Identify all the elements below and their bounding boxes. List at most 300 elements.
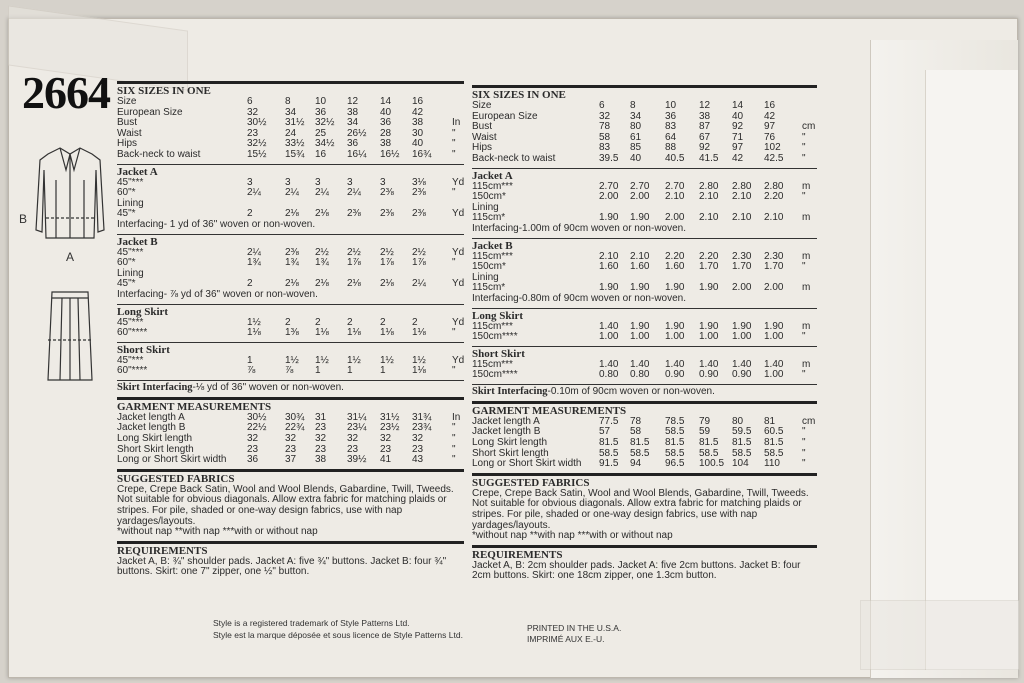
unit-label: m (802, 250, 811, 262)
unit-label: cm (802, 121, 816, 133)
size-value: 36 (347, 138, 359, 150)
size-value: 42 (764, 110, 776, 122)
size-value: 2.00 (732, 282, 752, 294)
size-value: 2⅜ (412, 187, 426, 199)
size-value: 2⅛ (380, 278, 394, 290)
size-value: 2⅜ (380, 208, 394, 220)
unit-label: " (452, 257, 456, 269)
interfacing-note: Interfacing- 1 yd of 36" woven or non-woven. (117, 218, 316, 230)
row-label: Waist (117, 127, 142, 139)
jacket-sketch (36, 148, 104, 238)
unit-label: m (802, 320, 811, 332)
size-value: 30¾ (285, 411, 305, 423)
size-value: 58.5 (665, 447, 685, 459)
size-value: 40 (732, 110, 744, 122)
size-value: 71 (732, 131, 744, 143)
table-row (117, 328, 464, 339)
size-value: 81.5 (764, 437, 784, 449)
unit-label: " (802, 261, 806, 273)
size-value: 1½ (247, 316, 261, 328)
row-label: 45"*** (117, 176, 144, 188)
size-value: 1.90 (630, 320, 650, 332)
size-value: 24 (285, 127, 297, 139)
size-value: 1¾ (247, 257, 261, 269)
fabrics-text: Crepe, Crepe Back Satin, Wool and Wool Blends, Gabardine, Twill, Tweeds. Not suitable for obvious diagonals. Allow extra fabric for matching plaids or stripes. For pile, shaded or one-way design fabrics, use with nap yardages/layouts. (117, 483, 454, 527)
size-value: 2⅜ (347, 208, 361, 220)
size-value: 2½ (380, 246, 394, 258)
section-heading: Jacket B (472, 239, 513, 252)
size-value: 59.5 (732, 426, 752, 438)
size-value: 2 (380, 316, 386, 328)
yardage-section (472, 308, 817, 343)
size-value: 2¼ (412, 278, 426, 290)
yardage-section (472, 168, 817, 235)
section-heading: GARMENT MEASUREMENTS (472, 404, 627, 417)
size-value: 38 (315, 454, 327, 466)
size-value: 1.90 (599, 212, 619, 224)
interfacing-note: Interfacing- ⅞ yd of 36" woven or non-woven. (117, 288, 318, 300)
size-value: 60.5 (764, 426, 784, 438)
size-value: 2.10 (699, 191, 719, 203)
unit-label: Yd (452, 246, 465, 258)
size-value: 2.10 (732, 212, 752, 224)
size-value: 38 (380, 138, 392, 150)
size-value: 6 (247, 96, 253, 107)
unit-label: m (802, 358, 811, 370)
row-label: 45"*** (117, 354, 144, 366)
section-heading: Short Skirt (472, 347, 525, 360)
unit-label: " (802, 152, 806, 164)
row-label: Short Skirt length (117, 443, 194, 455)
size-value: 2¼ (285, 187, 299, 199)
size-value: 81.5 (599, 437, 619, 449)
row-label: 150cm* (472, 191, 506, 203)
size-value: 2¼ (247, 187, 261, 199)
size-value: 58.5 (699, 447, 719, 459)
size-value: 10 (665, 100, 677, 111)
size-value: 94 (630, 458, 642, 470)
size-value: 64 (665, 131, 677, 143)
section-heading: Jacket B (117, 235, 158, 248)
size-value: 39.5 (599, 152, 619, 164)
table-row (472, 262, 817, 273)
interfacing-note: -0.10m of 90cm woven or non-woven. (547, 385, 715, 397)
size-value: 78 (630, 415, 642, 427)
row-label: Back-neck to waist (117, 148, 201, 160)
unit-label: " (802, 426, 806, 438)
unit-label: " (802, 191, 806, 203)
size-value: 23 (347, 443, 359, 455)
unit-label: Yd (452, 176, 465, 188)
unit-label: " (452, 422, 456, 434)
row-label: Lining (472, 201, 499, 213)
size-value: 30½ (247, 117, 267, 129)
size-value: 2.80 (732, 180, 752, 192)
size-value: 1½ (380, 354, 394, 366)
size-value: 0.80 (630, 369, 650, 381)
row-label: 115cm* (472, 282, 506, 294)
row-label: European Size (117, 106, 183, 118)
row-label: Long Skirt length (472, 437, 548, 449)
fabrics-section (117, 469, 464, 538)
unit-label: " (452, 148, 456, 160)
size-value: 2.10 (665, 191, 685, 203)
size-value: 23 (315, 443, 327, 455)
row-label: European Size (472, 110, 538, 122)
size-value: 30 (412, 127, 424, 139)
size-value: 34 (630, 110, 642, 122)
size-value: 85 (630, 142, 642, 154)
table-row (117, 455, 464, 466)
size-value: 2⅜ (412, 208, 426, 220)
row-label: Size (117, 96, 137, 107)
row-label: Long or Short Skirt width (472, 458, 582, 470)
section-heading: SUGGESTED FABRICS (117, 472, 235, 485)
size-value: 36 (380, 117, 392, 129)
size-value: 23¼ (347, 422, 367, 434)
size-value: 36 (665, 110, 677, 122)
unit-label: In (452, 117, 461, 129)
row-label: Jacket length B (117, 422, 186, 434)
size-value: 10 (315, 96, 327, 107)
row-label: 115cm*** (472, 250, 513, 262)
size-value: 1.00 (764, 369, 784, 381)
size-value: 1.00 (764, 331, 784, 343)
yardage-section (117, 342, 464, 377)
size-value: 36 (315, 106, 327, 118)
size-value: 34 (347, 117, 359, 129)
size-value: 3 (285, 176, 291, 188)
size-value: 32 (285, 433, 297, 445)
size-value: 2.30 (732, 250, 752, 262)
size-value: 91.5 (599, 458, 619, 470)
size-value: 1⅛ (412, 365, 426, 377)
size-value: 92 (699, 142, 711, 154)
size-value: 1.90 (699, 282, 719, 294)
size-value: 16½ (380, 148, 400, 160)
unit-label: In (452, 411, 461, 423)
size-value: 15½ (247, 148, 267, 160)
row-label: 45"*** (117, 316, 144, 328)
size-value: 58.5 (599, 447, 619, 459)
row-label: 150cm* (472, 261, 506, 273)
size-value: 81.5 (699, 437, 719, 449)
size-value: 76 (764, 131, 776, 143)
size-value: 1.00 (599, 331, 619, 343)
size-value: 1⅞ (412, 257, 426, 269)
row-label: Lining (117, 267, 144, 279)
size-value: 1½ (412, 354, 426, 366)
unit-label: Yd (452, 354, 465, 366)
size-value: 2⅛ (285, 208, 299, 220)
size-value: 102 (764, 142, 781, 154)
sizes-section (117, 81, 464, 161)
table-row (472, 370, 817, 381)
size-value: 2⅛ (285, 278, 299, 290)
row-label: Jacket length A (472, 415, 540, 427)
skirt-interfacing (117, 380, 464, 394)
size-value: 2.20 (665, 250, 685, 262)
size-value: 1⅛ (412, 327, 426, 339)
section-heading: Long Skirt (117, 305, 169, 318)
size-value: 80 (732, 415, 744, 427)
size-value: 2.00 (764, 282, 784, 294)
size-value: 0.80 (599, 369, 619, 381)
size-value: 88 (665, 142, 677, 154)
size-value: 32 (247, 433, 259, 445)
size-value: 1.00 (630, 331, 650, 343)
size-value: 1.40 (665, 358, 685, 370)
size-value: 59 (699, 426, 711, 438)
unit-label: m (802, 282, 811, 294)
size-value: 34½ (315, 138, 335, 150)
size-value: 87 (699, 121, 711, 133)
size-value: 2.70 (599, 180, 619, 192)
section-heading: Jacket A (117, 165, 158, 178)
size-value: 42 (732, 152, 744, 164)
size-value: 32 (380, 433, 392, 445)
unit-label: " (452, 365, 456, 377)
unit-label: " (452, 433, 456, 445)
size-value: 40 (380, 106, 392, 118)
table-row (472, 192, 817, 203)
size-value: 2 (347, 316, 353, 328)
size-value: 2.00 (630, 191, 650, 203)
unit-label: " (802, 131, 806, 143)
unit-label: " (452, 138, 456, 150)
unit-label: " (452, 443, 456, 455)
imperial-chart (117, 78, 464, 578)
size-value: 1.40 (599, 358, 619, 370)
size-value: 2.70 (630, 180, 650, 192)
size-value: 1.00 (665, 331, 685, 343)
size-value: 110 (764, 458, 780, 470)
size-value: 100.5 (699, 458, 725, 470)
size-value: 2 (285, 316, 291, 328)
size-value: 32 (347, 433, 359, 445)
size-value: 2⅛ (347, 278, 361, 290)
size-value: 1.90 (665, 320, 685, 332)
trademark-en: Style is a registered trademark of Style Patterns Ltd. (213, 618, 410, 628)
size-value: 28 (380, 127, 392, 139)
size-value: 1.90 (764, 320, 784, 332)
size-value: 57 (599, 426, 611, 438)
unit-label: m (802, 212, 811, 224)
size-value: 78.5 (665, 415, 685, 427)
table-row (117, 366, 464, 377)
row-label: Lining (472, 271, 499, 283)
size-value: 96.5 (665, 458, 685, 470)
row-label: Long or Short Skirt width (117, 454, 227, 466)
size-value: 31½ (380, 411, 400, 423)
row-label: Long Skirt length (117, 433, 193, 445)
size-value: 0.90 (699, 369, 719, 381)
unit-label: " (452, 327, 456, 339)
size-value: 58.5 (732, 447, 752, 459)
row-label: 45"*** (117, 246, 144, 258)
size-value: 3 (247, 176, 253, 188)
size-value: 8 (285, 96, 291, 107)
section-heading: REQUIREMENTS (472, 548, 563, 561)
size-value: 2.20 (764, 191, 784, 203)
size-value: 22½ (247, 422, 267, 434)
size-value: 2.70 (665, 180, 685, 192)
size-value: 1.60 (665, 261, 685, 273)
row-label: Bust (472, 121, 493, 133)
size-value: 2⅜ (285, 246, 299, 258)
size-value: 1.60 (599, 261, 619, 273)
size-value: 2.80 (764, 180, 784, 192)
size-value: 42.5 (764, 152, 784, 164)
size-value: 32 (315, 433, 327, 445)
size-value: 83 (665, 121, 677, 133)
unit-label: " (802, 142, 806, 154)
size-value: 2½ (347, 246, 361, 258)
interfacing-note: Interfacing-1.00m of 90cm woven or non-woven. (472, 222, 686, 234)
size-value: 6 (599, 100, 605, 111)
size-value: 2.00 (665, 212, 685, 224)
size-value: 23 (247, 443, 259, 455)
row-label: 115cm*** (472, 180, 513, 192)
size-value: 0.90 (732, 369, 752, 381)
size-value: 2.10 (630, 250, 650, 262)
size-value: 97 (732, 142, 744, 154)
size-value: 1.40 (699, 358, 719, 370)
skirt-interfacing (472, 384, 817, 398)
size-value: 1 (347, 365, 353, 377)
size-value: 16 (315, 148, 327, 160)
size-value: 1.90 (599, 282, 619, 294)
size-value: 1⅛ (347, 327, 361, 339)
size-value: 78 (599, 121, 611, 133)
unit-label: " (452, 454, 456, 466)
table-row (117, 258, 464, 269)
requirements-section (117, 541, 464, 578)
size-value: 37 (285, 454, 297, 466)
size-value: 3⅛ (412, 176, 426, 188)
row-label: 115cm*** (472, 320, 513, 332)
table-row (472, 154, 817, 165)
size-value: 32 (247, 106, 259, 118)
size-value: 1 (247, 354, 253, 366)
size-value: 1½ (347, 354, 361, 366)
size-value: 33½ (285, 138, 305, 150)
size-value: 34 (285, 106, 297, 118)
row-label: 115cm*** (472, 358, 513, 370)
nap-note: *without nap **with nap ***with or without nap (472, 530, 673, 542)
size-value: 81.5 (630, 437, 650, 449)
size-value: 32 (599, 110, 611, 122)
size-value: 23 (412, 443, 424, 455)
size-value: 2.30 (764, 250, 784, 262)
tape-corner (860, 600, 1020, 670)
size-value: 2¼ (315, 187, 329, 199)
size-value: 2.00 (599, 191, 619, 203)
size-value: 38 (412, 117, 424, 129)
unit-label: m (802, 180, 811, 192)
size-value: 61 (630, 131, 642, 143)
size-value: 1.40 (599, 320, 619, 332)
size-value: 2 (247, 208, 253, 220)
size-value: 2⅛ (315, 208, 329, 220)
size-value: 23 (380, 443, 392, 455)
unit-label: " (802, 458, 806, 470)
interfacing-note: Interfacing-0.80m of 90cm woven or non-woven. (472, 292, 686, 304)
size-value: 79 (699, 415, 711, 427)
size-value: ⅞ (247, 365, 256, 377)
size-value: 1⅞ (347, 257, 361, 269)
size-value: 23 (247, 127, 259, 139)
size-value: 0.90 (665, 369, 685, 381)
section-heading: REQUIREMENTS (117, 544, 208, 557)
size-value: 32 (412, 433, 424, 445)
interfacing-note: -⅛ yd of 36" woven or non-woven. (192, 381, 344, 393)
printed-in-fr: IMPRIMÉ AUX E.-U. (527, 634, 605, 644)
size-value: 14 (732, 100, 744, 111)
size-value: 1¾ (315, 257, 329, 269)
view-letter-a: A (66, 250, 75, 264)
row-label: 45"* (117, 208, 136, 220)
size-value: 23¾ (412, 422, 432, 434)
table-row (472, 459, 817, 470)
metric-chart (472, 82, 817, 582)
size-value: 2.80 (699, 180, 719, 192)
unit-label: " (802, 331, 806, 343)
size-value: 104 (732, 458, 749, 470)
size-value: 16¾ (412, 148, 432, 160)
table-row (472, 332, 817, 343)
size-value: 83 (599, 142, 611, 154)
size-value: 1.40 (630, 358, 650, 370)
table-row (117, 97, 464, 108)
row-label: Back-neck to waist (472, 152, 556, 164)
row-label: 150cm**** (472, 331, 518, 343)
size-value: 2½ (412, 246, 426, 258)
section-heading: GARMENT MEASUREMENTS (117, 400, 272, 413)
unit-label: " (452, 187, 456, 199)
size-value: 2.20 (699, 250, 719, 262)
size-value: 1.40 (732, 358, 752, 370)
row-label: Short Skirt length (472, 447, 549, 459)
size-value: 2 (247, 278, 253, 290)
size-value: 1⅛ (247, 327, 261, 339)
size-value: 1.00 (699, 331, 719, 343)
fabrics-text: Crepe, Crepe Back Satin, Wool and Wool Blends, Gabardine, Twill, Tweeds. Not suitable for obvious diagonals. Allow extra fabric for matching plaids or stripes. For pile, shaded or one-way design fabrics, use with nap yardages/layouts. (472, 487, 809, 531)
size-value: 1½ (315, 354, 329, 366)
size-value: 1.70 (732, 261, 752, 273)
size-value: 1 (315, 365, 321, 377)
garment-sketch (20, 140, 120, 400)
size-value: 3 (380, 176, 386, 188)
size-value: 1¾ (285, 257, 299, 269)
table-row (117, 150, 464, 161)
size-value: 1.70 (699, 261, 719, 273)
size-value: 23½ (380, 422, 400, 434)
unit-label: Yd (452, 278, 465, 290)
row-label: Jacket length A (117, 411, 185, 423)
size-value: 2½ (315, 246, 329, 258)
garment-section (117, 397, 464, 466)
size-value: 23 (285, 443, 297, 455)
section-heading: SIX SIZES IN ONE (472, 89, 566, 101)
size-value: 1.60 (630, 261, 650, 273)
size-value: 38 (347, 106, 359, 118)
size-value: 2.10 (599, 250, 619, 262)
section-heading: Skirt Interfacing (472, 385, 548, 397)
size-value: 31¼ (347, 411, 367, 423)
size-value: ⅞ (285, 365, 294, 377)
yardage-section (117, 304, 464, 339)
